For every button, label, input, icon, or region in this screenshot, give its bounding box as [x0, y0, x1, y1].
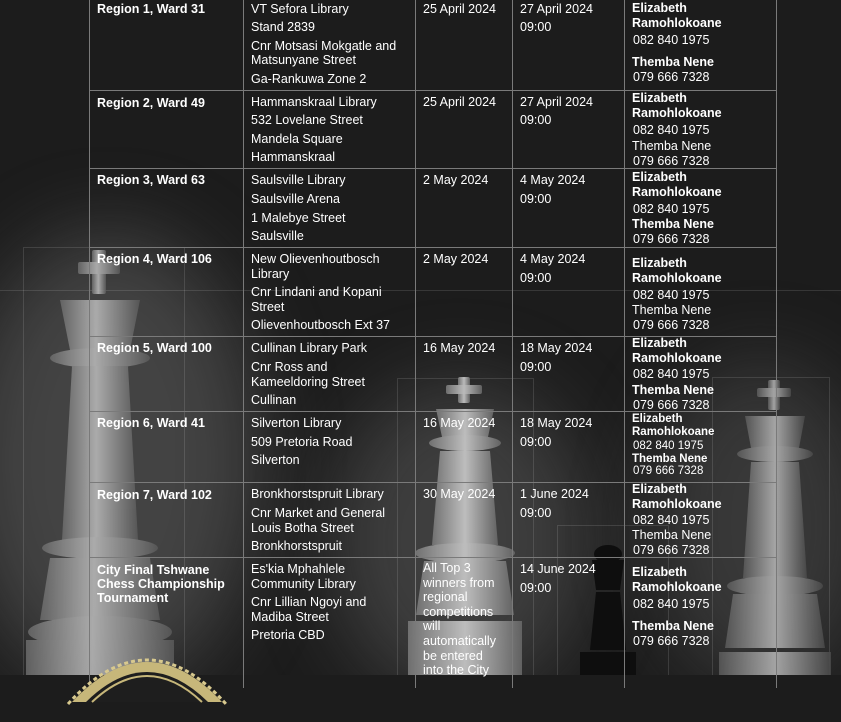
contact-cell [624, 412, 777, 482]
registration-date: 30 May 2024 [423, 487, 496, 501]
region-cell [89, 91, 243, 168]
tournament-time: 09:00 [520, 192, 552, 206]
table-row [89, 248, 777, 337]
tournament-date: 18 May 2024 [520, 341, 593, 355]
contact-phone: 079 666 7328 [633, 634, 710, 648]
venue-line: Ga-Rankuwa Zone 2 [251, 72, 367, 86]
venue-line: Pretoria CBD [251, 628, 325, 642]
registration-date: 2 May 2024 [423, 173, 489, 187]
tournament-date-cell [512, 248, 624, 336]
venue-cell [243, 483, 415, 557]
tournament-date-cell [512, 91, 624, 168]
contact-phone: 082 840 1975 [633, 513, 710, 527]
table-row [89, 91, 777, 169]
contact-phone: 079 666 7328 [633, 70, 710, 84]
contact-phone: 082 840 1975 [633, 367, 710, 381]
venue-line: Mandela Square [251, 132, 343, 146]
venue-line: Saulsville Arena [251, 192, 340, 206]
venue-line: Bronkhorstspruit [251, 539, 343, 553]
tournament-date-cell [512, 0, 624, 90]
table-row [89, 483, 777, 558]
venue-line: 532 Lovelane Street [251, 113, 363, 127]
registration-date: 25 April 2024 [423, 95, 496, 109]
registration-date: 25 April 2024 [423, 2, 496, 16]
region-cell [89, 483, 243, 557]
venue-line: Saulsville Library [251, 173, 346, 187]
venue-line: Cnr Market and General Louis Botha Street [251, 506, 386, 535]
contact-name: Elizabeth Ramohlokoane [632, 482, 722, 511]
region-cell [89, 169, 243, 247]
contact-phone: 079 666 7328 [633, 154, 710, 168]
region-name: Region 1, Ward 31 [97, 2, 205, 16]
contact-phone: 082 840 1975 [633, 288, 710, 302]
contact-name: Themba Nene [632, 217, 714, 231]
tournament-time: 09:00 [520, 435, 552, 449]
tournament-date: 1 June 2024 [520, 487, 589, 501]
tournament-time: 09:00 [520, 506, 552, 520]
registration-date-cell [415, 0, 512, 90]
venue-cell [243, 169, 415, 247]
contact-phone: 079 666 7328 [633, 318, 710, 332]
venue-line: 509 Pretoria Road [251, 435, 353, 449]
contact-name: Themba Nene [632, 528, 712, 542]
region-name: Region 5, Ward 100 [97, 341, 212, 355]
venue-line: Cnr Motsasi Mokgatle and Matsunyane Street [251, 39, 397, 67]
contact-name: Elizabeth Ramohlokoane [632, 413, 715, 438]
tournament-date-cell [512, 558, 624, 688]
tournament-date-cell [512, 169, 624, 247]
venue-line: Es'kia Mphahlele Community Library [251, 562, 356, 591]
registration-date: 16 May 2024 [423, 341, 496, 355]
contact-name: Themba Nene [632, 139, 712, 153]
contact-name: Elizabeth Ramohlokoane [632, 1, 722, 30]
venue-line: Stand 2839 [251, 20, 315, 34]
contact-phone: 079 666 7328 [633, 465, 704, 477]
region-cell [89, 337, 243, 411]
venue-line: VT Sefora Library [251, 2, 349, 16]
contact-cell [624, 91, 777, 168]
region-cell [89, 412, 243, 482]
venue-line: Silverton [251, 453, 300, 467]
contact-cell [624, 337, 777, 411]
contact-phone: 079 666 7328 [633, 232, 710, 246]
venue-line: Hammanskraal [251, 150, 336, 164]
venue-cell [243, 558, 415, 688]
venue-line: Cnr Lillian Ngoyi and Madiba Street [251, 595, 367, 624]
venue-line: New Olievenhoutbosch Library [251, 252, 380, 281]
contact-phone: 079 666 7328 [633, 398, 710, 412]
venue-line: 1 Malebye Street [251, 211, 346, 225]
contact-name: Elizabeth Ramohlokoane [632, 170, 722, 199]
contact-name: Themba Nene [632, 619, 714, 633]
venue-line: Cnr Lindani and Kopani Street [251, 285, 382, 314]
contact-name: Elizabeth Ramohlokoane [632, 256, 722, 285]
tournament-date: 27 April 2024 [520, 95, 593, 109]
registration-note-cell [415, 558, 512, 688]
table-row [89, 0, 777, 91]
contact-phone: 082 840 1975 [633, 202, 710, 216]
registration-date-cell [415, 412, 512, 482]
contact-name: Themba Nene [632, 303, 712, 317]
contact-name: Elizabeth Ramohlokoane [632, 565, 722, 594]
region-name: Region 4, Ward 106 [97, 252, 212, 266]
contact-phone: 082 840 1975 [633, 597, 710, 611]
venue-line: Olievenhoutbosch Ext 37 [251, 318, 390, 332]
contact-cell [624, 248, 777, 336]
region-cell [89, 0, 243, 90]
region-name: Region 6, Ward 41 [97, 416, 205, 430]
venue-cell [243, 337, 415, 411]
registration-date: 2 May 2024 [423, 252, 489, 266]
venue-cell [243, 248, 415, 336]
venue-cell [243, 0, 415, 90]
region-cell [89, 248, 243, 336]
tournament-date: 27 April 2024 [520, 2, 593, 16]
tournament-time: 09:00 [520, 360, 552, 374]
tournament-date-cell [512, 337, 624, 411]
registration-date-cell [415, 169, 512, 247]
tournament-time: 09:00 [520, 581, 552, 595]
contact-phone: 082 840 1975 [633, 123, 710, 137]
badge-icon [62, 632, 232, 722]
tournament-date: 18 May 2024 [520, 416, 593, 430]
tournament-date-cell [512, 483, 624, 557]
contact-name: Themba Nene [632, 55, 714, 69]
registration-date-cell [415, 91, 512, 168]
contact-cell [624, 483, 777, 557]
registration-note: All Top 3 winners from regional competitions will automatically be entered into the City [423, 561, 496, 678]
contact-name: Elizabeth Ramohlokoane [632, 91, 722, 120]
table-row [89, 412, 777, 483]
venue-line: Cullinan Library Park [251, 341, 368, 355]
tournament-date: 4 May 2024 [520, 173, 586, 187]
venue-line: Saulsville [251, 229, 304, 243]
contact-phone: 082 840 1975 [633, 440, 704, 452]
venue-line: Bronkhorstspruit Library [251, 487, 384, 501]
venue-line: Cullinan [251, 393, 297, 407]
region-name: Region 7, Ward 102 [97, 488, 212, 502]
contact-phone: 079 666 7328 [633, 543, 710, 557]
tournament-time: 09:00 [520, 113, 552, 127]
registration-date-cell [415, 337, 512, 411]
venue-cell [243, 412, 415, 482]
contact-phone: 082 840 1975 [633, 33, 710, 47]
venue-line: Hammanskraal Library [251, 95, 377, 109]
contact-cell [624, 169, 777, 247]
venue-line: Cnr Ross and Kameeldoring Street [251, 360, 365, 389]
venue-cell [243, 91, 415, 168]
contact-cell [624, 0, 777, 90]
contact-cell [624, 558, 777, 688]
table-row [89, 169, 777, 248]
contact-name: Themba Nene [632, 383, 714, 397]
venue-line: Silverton Library [251, 416, 342, 430]
contact-name: Themba Nene [632, 453, 708, 465]
registration-date-cell [415, 483, 512, 557]
region-name: Region 2, Ward 49 [97, 96, 205, 110]
tournament-time: 09:00 [520, 271, 552, 285]
tournament-date: 4 May 2024 [520, 252, 586, 266]
tournament-date-cell [512, 412, 624, 482]
table-row [89, 337, 777, 412]
registration-date: 16 May 2024 [423, 416, 496, 430]
tournament-time: 09:00 [520, 20, 552, 34]
registration-date-cell [415, 248, 512, 336]
contact-name: Elizabeth Ramohlokoane [632, 336, 722, 365]
region-name: City Final Tshwane Chess Championship Tournament [97, 563, 225, 605]
region-name: Region 3, Ward 63 [97, 173, 205, 187]
tournament-date: 14 June 2024 [520, 562, 596, 576]
